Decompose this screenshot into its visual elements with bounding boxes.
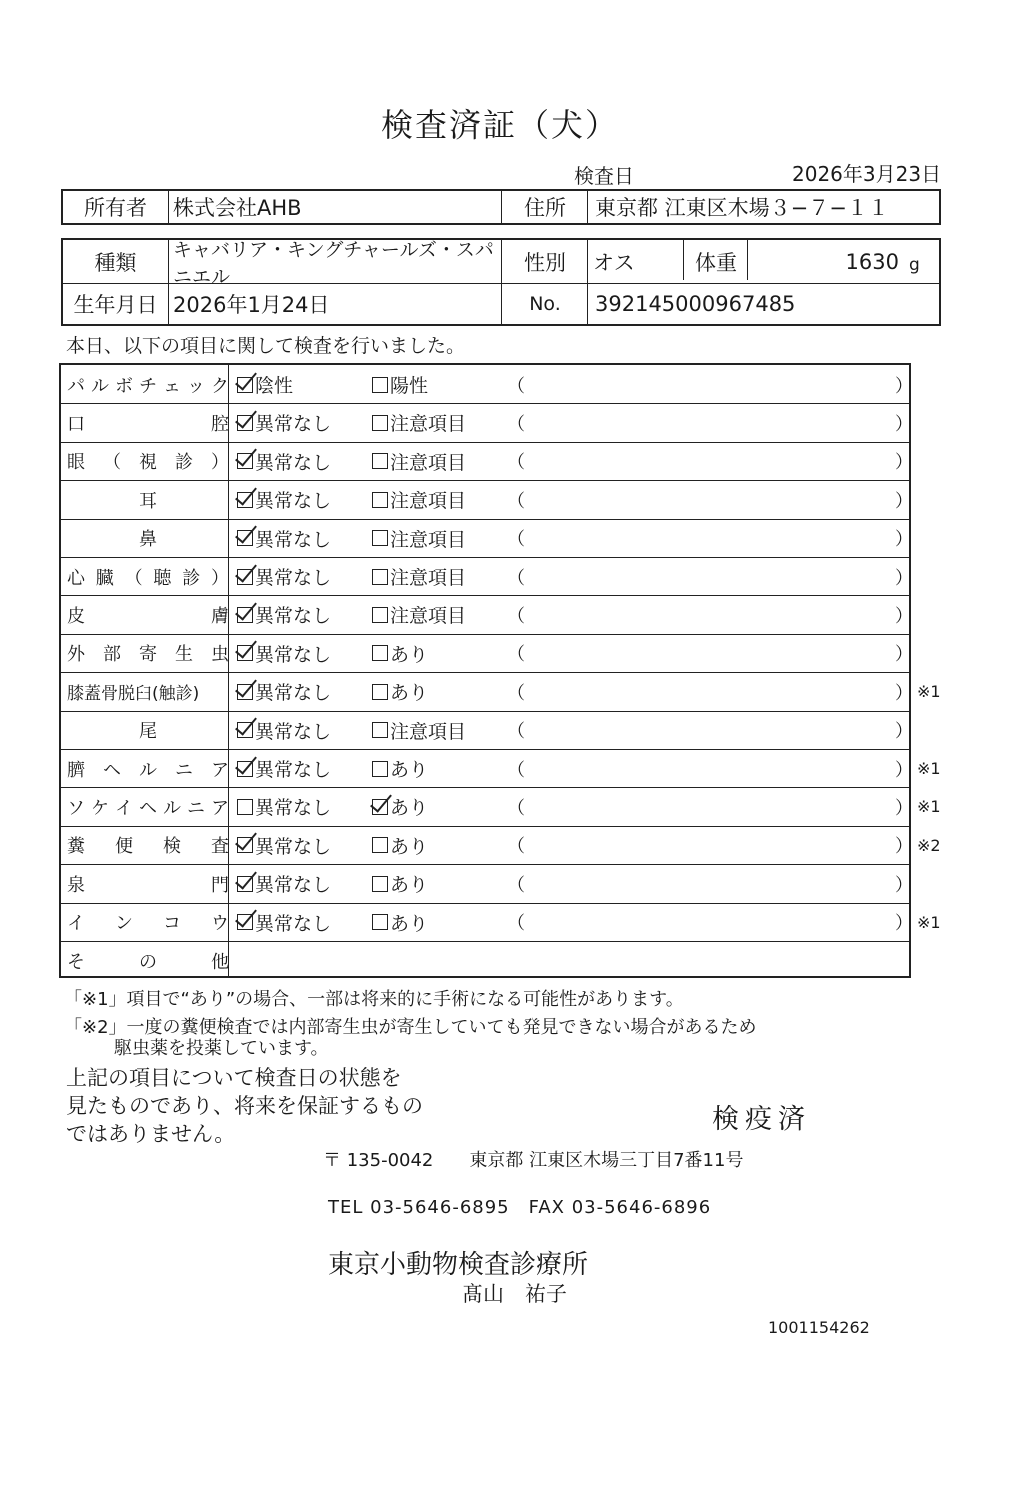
checkbox-icon[interactable] bbox=[372, 837, 388, 853]
option-finding bbox=[372, 365, 428, 404]
option-label: 異常なし bbox=[255, 759, 332, 781]
inspection-table bbox=[59, 363, 941, 978]
remarks-open-paren: （ bbox=[507, 759, 525, 781]
option-label: 注意項目 bbox=[390, 720, 467, 743]
inspection-item-label: 耳 bbox=[139, 490, 157, 512]
inspection-item-label: 皮 膚 bbox=[67, 605, 229, 627]
option-normal bbox=[237, 595, 331, 634]
footnote-marker: ※2 bbox=[917, 835, 941, 855]
remarks-open-paren: （ bbox=[507, 605, 525, 627]
remarks-close-paren: ） bbox=[895, 452, 913, 474]
sex-value: オス bbox=[593, 250, 635, 275]
remarks-close-paren: ） bbox=[895, 413, 913, 435]
no-label: No. bbox=[529, 293, 561, 315]
option-label: あり bbox=[390, 643, 429, 666]
option-finding bbox=[372, 595, 466, 634]
option-label: 異常なし bbox=[255, 835, 332, 858]
inspection-item-label: 眼 （ 視 診 ） bbox=[67, 452, 229, 474]
inspection-row bbox=[61, 749, 941, 788]
option-normal bbox=[237, 711, 331, 750]
option-finding bbox=[372, 749, 428, 788]
checkbox-icon[interactable] bbox=[372, 761, 388, 777]
disclaimer-line: 上記の項目について検査日の状態を bbox=[66, 1066, 402, 1090]
remarks-close-paren: ） bbox=[895, 721, 913, 743]
option-label: 異常なし bbox=[255, 567, 332, 589]
option-label: 注意項目 bbox=[390, 567, 467, 589]
remarks-open-paren: （ bbox=[507, 413, 525, 435]
remarks-close-paren: ） bbox=[895, 913, 913, 935]
option-label: 異常なし bbox=[255, 682, 332, 705]
inspection-item-label: イ ン コ ウ bbox=[67, 913, 229, 935]
weight-label: 体重 bbox=[695, 250, 737, 275]
note-2-continued: 駆虫薬を投薬しています。 bbox=[114, 1038, 329, 1059]
option-finding bbox=[372, 634, 428, 673]
checkbox-icon[interactable] bbox=[237, 415, 253, 431]
remarks-close-paren: ） bbox=[895, 836, 913, 858]
checkbox-icon[interactable] bbox=[237, 530, 253, 546]
remarks-open-paren: （ bbox=[507, 490, 525, 512]
option-finding bbox=[372, 519, 466, 558]
option-finding bbox=[372, 903, 428, 942]
option-label: 異常なし bbox=[255, 451, 332, 474]
option-label: 注意項目 bbox=[390, 451, 467, 474]
option-finding bbox=[372, 557, 466, 596]
remarks-open-paren: （ bbox=[507, 797, 525, 819]
option-label: あり bbox=[390, 797, 429, 820]
option-label: あり bbox=[390, 759, 429, 781]
remarks-open-paren: （ bbox=[507, 874, 525, 896]
checkbox-icon[interactable] bbox=[372, 530, 388, 546]
checkbox-icon[interactable] bbox=[237, 607, 253, 623]
inspection-item-label: 臍 ヘ ル ニ ア bbox=[67, 759, 229, 781]
clinic-phone-fax: TEL 03-5646-6895 FAX 03-5646-6896 bbox=[328, 1197, 712, 1218]
option-label: 異常なし bbox=[255, 413, 332, 436]
inspection-row bbox=[61, 634, 913, 673]
inspection-row bbox=[61, 903, 941, 942]
option-normal bbox=[237, 787, 331, 826]
checkbox-icon[interactable] bbox=[237, 761, 253, 777]
inspection-item-label: 泉 門 bbox=[67, 874, 229, 896]
option-finding bbox=[372, 787, 428, 826]
option-label: 異常なし bbox=[255, 528, 332, 551]
option-label: 陽性 bbox=[390, 375, 429, 397]
option-label: あり bbox=[390, 912, 429, 935]
clinic-address: 〒 135-0042 東京都 江東区木場三丁目7番11号 bbox=[323, 1150, 744, 1171]
option-normal bbox=[237, 826, 331, 865]
footnote-marker: ※1 bbox=[917, 682, 941, 702]
option-label: あり bbox=[390, 835, 429, 858]
inspection-item-label: 糞 便 検 査 bbox=[67, 836, 229, 858]
inspection-row bbox=[61, 941, 909, 980]
quarantine-stamp: 検疫済 bbox=[712, 1104, 811, 1135]
option-finding bbox=[372, 442, 466, 481]
option-finding bbox=[372, 403, 466, 442]
owner-table bbox=[61, 189, 941, 225]
remarks-open-paren: （ bbox=[507, 567, 525, 589]
option-normal bbox=[237, 519, 331, 558]
pet-table bbox=[61, 238, 941, 326]
remarks-close-paren: ） bbox=[895, 759, 913, 781]
checkbox-icon[interactable] bbox=[372, 799, 388, 815]
inspection-row bbox=[61, 480, 913, 519]
inspection-row bbox=[61, 365, 913, 404]
remarks-close-paren: ） bbox=[895, 682, 913, 704]
checkbox-icon[interactable] bbox=[237, 645, 253, 661]
option-label: 異常なし bbox=[255, 874, 332, 897]
clinic-name: 東京小動物検査診療所 bbox=[328, 1250, 589, 1280]
inspection-item-label: 鼻 bbox=[139, 529, 157, 551]
option-label: あり bbox=[390, 682, 429, 705]
inspection-row bbox=[61, 864, 913, 903]
checkbox-icon[interactable] bbox=[372, 684, 388, 700]
option-finding bbox=[372, 711, 466, 750]
remarks-close-paren: ） bbox=[895, 490, 913, 512]
sex-label: 性別 bbox=[524, 250, 566, 275]
inspection-row bbox=[61, 557, 913, 596]
checkbox-icon[interactable] bbox=[237, 684, 253, 700]
checkbox-icon[interactable] bbox=[237, 837, 253, 853]
address-value: 東京都 江東区木場３−７−１１ bbox=[595, 196, 889, 220]
type-label: 種類 bbox=[94, 250, 137, 275]
birth-label: 生年月日 bbox=[73, 293, 158, 317]
checkbox-icon[interactable] bbox=[237, 722, 253, 738]
no-value: 392145000967485 bbox=[595, 292, 796, 316]
option-normal bbox=[237, 749, 331, 788]
remarks-close-paren: ） bbox=[895, 644, 913, 666]
checkbox-icon[interactable] bbox=[237, 492, 253, 508]
remarks-open-paren: （ bbox=[507, 682, 525, 704]
note-1: 「※1」項目で“あり”の場合、一部は将来的に手術になる可能性があります。 bbox=[64, 989, 684, 1010]
option-normal bbox=[237, 864, 331, 903]
option-label: 異常なし bbox=[255, 912, 332, 935]
inspection-row bbox=[61, 787, 941, 826]
owner-value: 株式会社AHB bbox=[173, 196, 302, 220]
document-title: 検査済証（犬） bbox=[380, 106, 619, 144]
inspection-item-label: そ の 他 bbox=[67, 951, 229, 973]
inspection-item-label: 外 部 寄 生 虫 bbox=[67, 644, 229, 666]
option-normal bbox=[237, 634, 331, 673]
option-label: 注意項目 bbox=[390, 528, 467, 551]
remarks-open-paren: （ bbox=[507, 375, 525, 397]
address-label: 住所 bbox=[524, 196, 566, 220]
checkbox-icon[interactable] bbox=[372, 453, 388, 469]
option-normal bbox=[237, 903, 331, 942]
option-label: 異常なし bbox=[255, 643, 332, 666]
inspection-item-label: 尾 bbox=[139, 721, 157, 743]
intro-text: 本日、以下の項目に関して検査を行いました。 bbox=[66, 335, 466, 357]
option-label: 注意項目 bbox=[390, 605, 467, 628]
option-normal bbox=[237, 442, 331, 481]
inspection-item-label: パ ル ボ チ ェ ッ ク bbox=[67, 375, 229, 397]
option-label: 陰性 bbox=[255, 375, 294, 397]
remarks-open-paren: （ bbox=[507, 721, 525, 743]
footnote-marker: ※1 bbox=[917, 912, 941, 932]
remarks-open-paren: （ bbox=[507, 529, 525, 551]
disclaimer-line: ではありません。 bbox=[66, 1122, 236, 1146]
remarks-open-paren: （ bbox=[507, 836, 525, 858]
exam-date-label: 検査日 bbox=[574, 164, 634, 188]
checkbox-icon[interactable] bbox=[237, 453, 253, 469]
checkbox-icon[interactable] bbox=[372, 645, 388, 661]
checkbox-icon[interactable] bbox=[237, 569, 253, 585]
inspection-item-label: 心 臓 （ 聴 診 ） bbox=[67, 567, 229, 589]
remarks-close-paren: ） bbox=[895, 605, 913, 627]
checkbox-icon[interactable] bbox=[372, 607, 388, 623]
inspection-item-label: ソ ケ イ ヘ ル ニ ア bbox=[67, 797, 229, 819]
option-finding bbox=[372, 480, 466, 519]
inspection-row bbox=[61, 826, 941, 865]
inspection-row bbox=[61, 711, 913, 750]
disclaimer bbox=[66, 1064, 423, 1148]
disclaimer-line: 見たものであり、将来を保証するもの bbox=[66, 1094, 423, 1118]
type-value: キャバリア・キングチャールズ・スパニエル bbox=[173, 238, 494, 288]
checkbox-icon[interactable] bbox=[237, 876, 253, 892]
inspection-row bbox=[61, 442, 913, 481]
remarks-open-paren: （ bbox=[507, 644, 525, 666]
doctor-name: 髙山 祐子 bbox=[462, 1282, 567, 1306]
option-label: 異常なし bbox=[255, 797, 332, 820]
remarks-close-paren: ） bbox=[895, 567, 913, 589]
footnote-marker: ※1 bbox=[917, 797, 941, 817]
inspection-item-label: 膝蓋骨脱臼(触診) bbox=[67, 684, 200, 705]
footnote-marker: ※1 bbox=[917, 759, 941, 778]
remarks-close-paren: ） bbox=[895, 375, 913, 397]
birth-value: 2026年1月24日 bbox=[173, 293, 330, 317]
option-normal bbox=[237, 480, 331, 519]
checkbox-icon[interactable] bbox=[237, 377, 253, 393]
checkbox-icon[interactable] bbox=[237, 799, 253, 815]
serial-number: 1001154262 bbox=[768, 1318, 870, 1337]
option-label: あり bbox=[390, 874, 429, 897]
checkbox-icon[interactable] bbox=[372, 377, 388, 393]
remarks-open-paren: （ bbox=[507, 452, 525, 474]
option-label: 注意項目 bbox=[390, 413, 467, 436]
checkbox-icon[interactable] bbox=[372, 569, 388, 585]
inspection-item-label: 口 腔 bbox=[67, 413, 229, 435]
option-label: 異常なし bbox=[255, 605, 332, 628]
checkbox-icon[interactable] bbox=[372, 492, 388, 508]
option-label: 異常なし bbox=[255, 490, 332, 513]
inspection-row bbox=[61, 403, 913, 442]
option-normal bbox=[237, 672, 331, 711]
option-finding bbox=[372, 672, 428, 711]
option-finding bbox=[372, 826, 428, 865]
remarks-close-paren: ） bbox=[895, 797, 913, 819]
checkbox-icon[interactable] bbox=[237, 914, 253, 930]
option-label: 異常なし bbox=[255, 720, 332, 743]
option-normal bbox=[237, 557, 331, 596]
weight-unit: g bbox=[909, 254, 920, 275]
checkbox-icon[interactable] bbox=[372, 722, 388, 738]
remarks-open-paren: （ bbox=[507, 913, 525, 935]
remarks-close-paren: ） bbox=[895, 529, 913, 551]
note-2: 「※2」一度の糞便検査では内部寄生虫が寄生していても発見できない場合があるため bbox=[64, 1017, 757, 1038]
option-label: 注意項目 bbox=[390, 490, 467, 513]
checkbox-icon[interactable] bbox=[372, 415, 388, 431]
option-finding bbox=[372, 864, 428, 903]
checkbox-icon[interactable] bbox=[372, 914, 388, 930]
option-normal bbox=[237, 365, 293, 404]
inspection-row bbox=[61, 519, 913, 558]
option-normal bbox=[237, 403, 331, 442]
checkbox-icon[interactable] bbox=[372, 876, 388, 892]
remarks-close-paren: ） bbox=[895, 874, 913, 896]
owner-label: 所有者 bbox=[84, 196, 147, 220]
exam-date-value: 2026年3月23日 bbox=[792, 162, 942, 186]
inspection-row bbox=[61, 672, 941, 711]
inspection-row bbox=[61, 595, 913, 634]
weight-value: 1630 bbox=[845, 249, 899, 274]
